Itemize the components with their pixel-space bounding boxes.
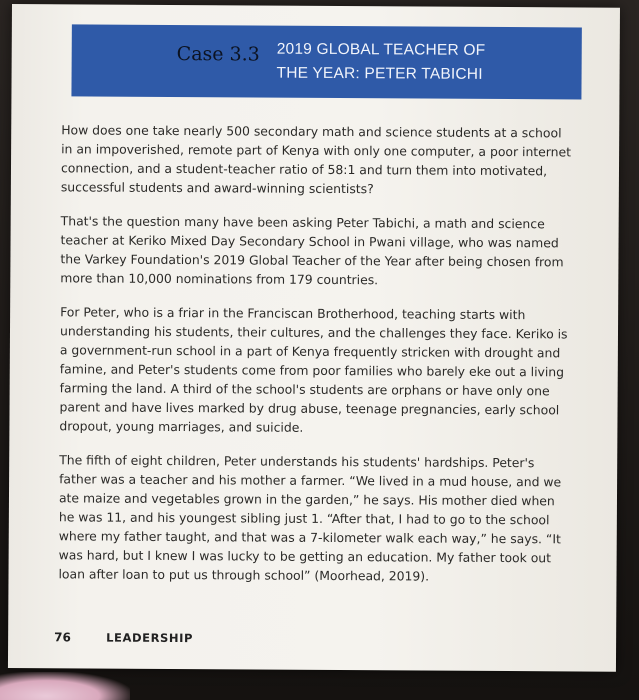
running-head: LEADERSHIP [106,630,194,646]
case-body [58,120,573,601]
case-title-line-2: THE YEAR: PETER TABICHI [276,64,483,83]
paragraph-1: How does one take nearly 500 secondary math and science students at a school in an impoverished, remote part of Kenya with only one computer, a poor internet connection, and a student-teacher ratio of 58:1 and turn them into motivated, successful students and award-winning scientists? [60,122,572,197]
blanket-fuzz [0,672,130,700]
case-title-line-1: 2019 GLOBAL TEACHER OF [276,40,486,59]
book-page [8,4,620,672]
paragraph-4: The fifth of eight children, Peter understands his students' hardships. Peter's father was a teacher and his mother a farmer. “We lived in a mud house, and we ate maize and vegetables grown in the garden,” he says. His mother died when he was 11, and his youngest sibling just 1. “After that, I had to go to the school where my father taught, and that was a 7-kilometer walk each way,” he says. “It was hard, but I knew I was lucky to be getting an education. My father took out loan after loan to put us through school” (Moorhead, 2019). [58,452,562,584]
paragraph-3: For Peter, who is a friar in the Franciscan Brotherhood, teaching starts with understanding his students, their cultures, and the challenges they face. Keriko is a government-run school in a part of Kenya frequently stricken with drought and famine, and Peter's students come from poor families who barely eke out a living farming the land. A third of the school's students are orphans or have only one parent and have lives marked by drug abuse, teenage pregnancies, early school dropout, young marriages, and suicide. [59,304,568,435]
case-title [277,38,486,87]
page-footer [54,630,574,655]
paragraph-2: That's the question many have been asking Peter Tabichi, a math and science teacher at Keriko Mixed Day Secondary School in Pwani village, who was named the Varkey Foundation's 2019 Global Teacher of the Year after being chosen from more than 10,000 nominations from 179 countries. [60,213,564,288]
case-banner [71,24,581,99]
case-label: Case 3.3 [176,43,260,66]
page-number: 76 [54,630,71,645]
